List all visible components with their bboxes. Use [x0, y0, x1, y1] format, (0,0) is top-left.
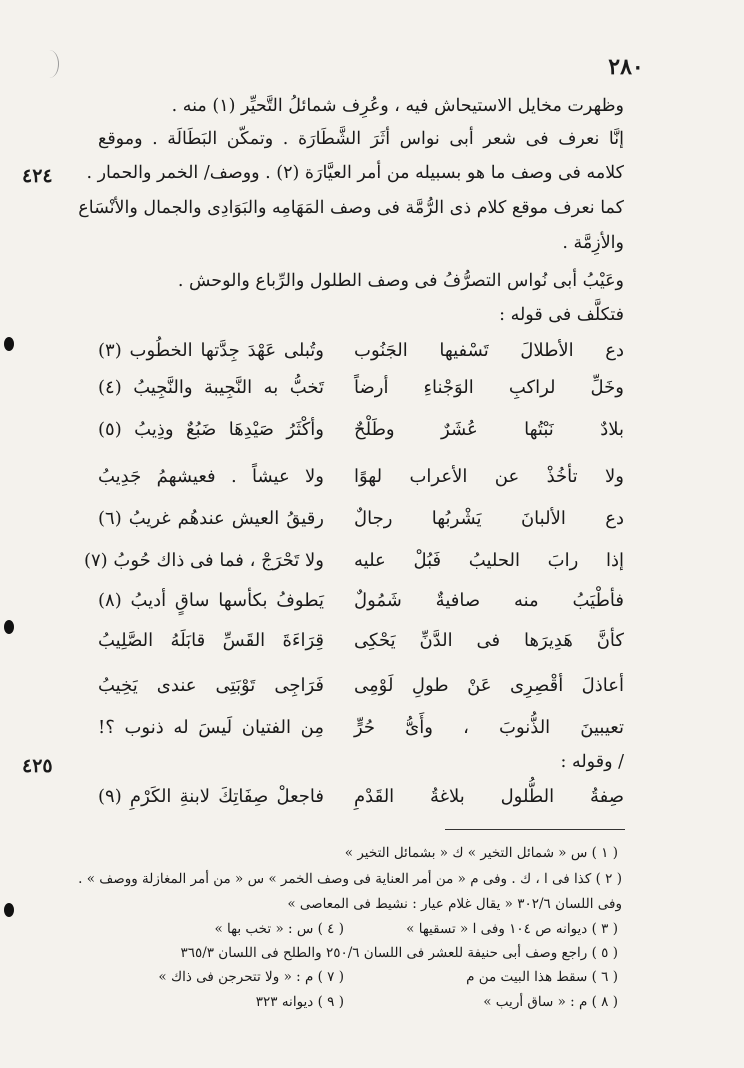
page-number: ٢٨٠	[608, 54, 644, 80]
verse-second-hemistich: مِن الفتيان لَيسَ له ذنوب ؟!	[98, 717, 324, 738]
verse-first-hemistich: إذا رابَ الحليبُ فَبُلْ عليه	[354, 550, 624, 571]
verse-second-hemistich: وتُبلى عَهْدَ جِدَّتها الخطُوب (٣)	[98, 340, 324, 361]
verse-first-hemistich: صِفةُ الطُّلول بلاغةُ القَدْمِ	[354, 786, 624, 807]
verse-first-hemistich: فأطْيَبُ منه صافيةٌ شَمُولٌ	[354, 590, 624, 611]
footnote: ( ٨ ) م : « ساق أريب »	[483, 994, 618, 1010]
footnote: ( ٢ ) كذا فى ا ، ك . وفى م « من أمر العناية فى وصف الخمر » س « من أمر المغازلة ووصف » .	[78, 871, 622, 887]
verse-first-hemistich: بلادٌ نَبْتُها عُشَرٌ وطَلْحٌ	[354, 419, 624, 440]
footnote: وفى اللسان ٣٠٢/٦ « يقال غلام عيار : نشيط فى المعاصى »	[287, 896, 622, 912]
verse-first-hemistich: ولا تأخُذْ عن الأعراب لهوًا	[354, 466, 624, 487]
verse-second-hemistich: قِرَاءَةَ القَسِّ قابَلَهُ الصَّلِيبُ	[98, 630, 324, 651]
margin-number: ٤٢٥	[22, 755, 53, 777]
prose-line: / وقوله :	[560, 752, 624, 772]
verse-second-hemistich: ولا تَحْرَجْ ، فما فى ذاك حُوبُ (٧)	[83, 550, 324, 571]
verse-first-hemistich: دع الأطلالَ تَسْفيها الجَنُوب	[354, 340, 624, 361]
verse-second-hemistich: رقيقُ العيش عندهُم غريبُ (٦)	[98, 508, 324, 529]
verse-first-hemistich: دع الألبانَ يَشْربُها رجالٌ	[354, 508, 624, 529]
verse-first-hemistich: أعاذلَ أقْصِرِى عَنْ طولِ لَوْمِى	[354, 675, 624, 696]
footnote: ( ٩ ) ديوانه ٣٢٣	[255, 994, 344, 1010]
verse-first-hemistich: تعيبينَ الذُّنوبَ ، وأَىُّ حُرٍّ	[354, 717, 624, 738]
verse-first-hemistich: وخَلِّ لراكبِ الوَجْناءِ أرضاً	[354, 377, 624, 398]
prose-line: كما نعرف موقع كلام ذى الرُّمَّة فى وصف المَهَامِه والبَوَادِى والجمال والأنْسَاع	[78, 198, 624, 218]
page-corner-fold	[40, 50, 59, 78]
verse-second-hemistich: فَرَاجِى تَوْبَتِى عندى يَخِيبُ	[98, 675, 324, 696]
footnote-separator	[445, 829, 625, 830]
footnote: ( ٦ ) سقط هذا البيت من م	[466, 969, 618, 985]
prose-line: وعَيْبُ أبى نُواس التصرُّفُ فى وصف الطلول والرِّباع والوحش .	[177, 271, 624, 291]
footnote: ( ٥ ) راجع وصف أبى حنيفة للعشر فى اللسان ٢٥٠/٦ والطلح فى اللسان ٣٦٥/٣	[180, 945, 618, 961]
binding-hole	[4, 903, 14, 917]
prose-line: كلامه فى وصف ما هو بسبيله من أمر العيَّارَة (٢) . ووصف/ الخمر والحمار .	[86, 163, 624, 183]
footnote: ( ١ ) س « شمائل التخير » ك « بشمائل التخير »	[344, 845, 618, 861]
binding-hole	[4, 337, 14, 351]
verse-second-hemistich: يَطوفُ بكأسها ساقٍ أديبُ (٨)	[98, 590, 324, 611]
footnote: ( ٧ ) م : « ولا تتحرجن فى ذاك »	[158, 969, 344, 985]
verse-second-hemistich: وأكْثَرُ صَيْدِهَا ضَبُعٌ وذِيبُ (٥)	[98, 419, 324, 440]
margin-number: ٤٢٤	[22, 165, 53, 187]
verse-first-hemistich: كأنَّ هَدِيرَها فى الدَّنِّ يَحْكِى	[354, 630, 624, 651]
binding-hole	[4, 620, 14, 634]
footnote: ( ٤ ) س : « تخب بها »	[214, 921, 344, 937]
verse-second-hemistich: فاجعلْ صِفَاتِكَ لابنةِ الكَرْمِ (٩)	[98, 786, 324, 807]
footnote: ( ٣ ) ديوانه ص ١٠٤ وفى ا « تسقيها »	[406, 921, 618, 937]
prose-line: فتكلَّف فى قوله :	[499, 305, 624, 325]
verse-second-hemistich: تَخبُّ به النَّجِيبة والنَّجِيبُ (٤)	[98, 377, 324, 398]
prose-line: إنَّا نعرف فى شعر أبى نواس أثَرَ الشَّطَارَة . وتمكّن البَطَالَة . وموقع	[98, 129, 624, 149]
verse-second-hemistich: ولا عيشاً . فعيشهمُ جَدِيبُ	[98, 466, 324, 487]
prose-line: وظهرت مخايل الاستيحاش فيه ، وعُرِف شمائلُ التَّحيِّر (١) منه .	[171, 96, 624, 116]
prose-line: والأزِمَّة .	[562, 233, 624, 253]
